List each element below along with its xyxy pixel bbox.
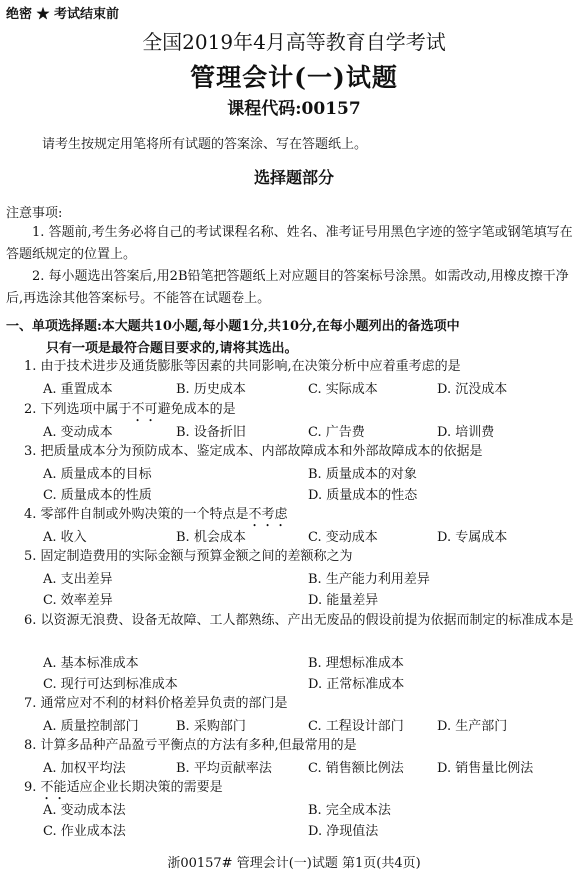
question-stem: 8. 计算多品种产品盈亏平衡点的方法有多种,但最常用的是	[24, 738, 357, 753]
part-heading: 一、单项选择题:本大题共10小题,每小题1分,共10分,在每小题列出的备选项中	[6, 319, 460, 334]
option: B. 设备折旧	[176, 425, 246, 440]
option: D. 销售量比例法	[437, 761, 534, 776]
option: B. 平均贡献率法	[176, 761, 272, 776]
option: B. 历史成本	[176, 382, 246, 397]
answer-instruction: 请考生按规定用笔将所有试题的答案涂、写在答题纸上。	[42, 137, 368, 152]
confidential-mark: 绝密 ★ 考试结束前	[6, 7, 120, 22]
option: B. 质量成本的对象	[308, 467, 417, 482]
option: C. 实际成本	[308, 382, 378, 397]
option: C. 作业成本法	[43, 824, 126, 839]
option: A. 支出差异	[43, 572, 113, 587]
option: A. 加权平均法	[43, 761, 126, 776]
option: A. 变动成本法	[43, 803, 126, 818]
option: B. 完全成本法	[308, 803, 391, 818]
note-item-1: 1. 答题前,考生务必将自己的考试课程名称、姓名、准考证号用黑色字迹的签字笔或钢笔填写在答题纸规定的位置上。	[6, 225, 573, 262]
option: C. 变动成本	[308, 530, 378, 545]
option: D. 专属成本	[437, 530, 508, 545]
question-stem: 7. 通常应对不利的材料价格差异负责的部门是	[24, 696, 288, 711]
part-heading-line2: 只有一项是最符合题目要求的,请将其选出。	[46, 341, 298, 356]
question-stem: 5. 固定制造费用的实际金额与预算金额之间的差额称之为	[24, 549, 353, 564]
option: D. 净现值法	[308, 824, 379, 839]
exam-title: 全国2019年4月高等教育自学考试	[142, 30, 446, 54]
question-stem: 2. 下列选项中属于不可避免成本的是	[24, 402, 236, 417]
option: A. 重置成本	[43, 382, 113, 397]
option: A. 质量成本的目标	[43, 467, 152, 482]
question-stem: 6. 以资源无浪费、设备无故障、工人都熟练、产出无废品的假设前提为依据而制定的标准成本是	[24, 613, 574, 628]
section-title: 选择题部分	[253, 168, 334, 187]
option: C. 现行可达到标准成本	[43, 677, 178, 692]
option: B. 生产能力利用差异	[308, 572, 430, 587]
option: A. 收入	[43, 530, 87, 545]
option: D. 沉没成本	[437, 382, 508, 397]
option: A. 质量控制部门	[43, 719, 139, 734]
question-stem: 9. 不能适应企业长期决策的需要是	[24, 780, 223, 795]
option: A. 基本标准成本	[43, 656, 139, 671]
notes-heading: 注意事项:	[6, 206, 63, 221]
option: A. 变动成本	[43, 425, 113, 440]
option: D. 质量成本的性态	[308, 488, 418, 503]
page-footer: 浙00157# 管理会计(一)试题 第1页(共4页)	[167, 856, 421, 871]
option: C. 质量成本的性质	[43, 488, 152, 503]
question-stem: 3. 把质量成本分为预防成本、鉴定成本、内部故障成本和外部故障成本的依据是	[24, 444, 483, 459]
option: C. 销售额比例法	[308, 761, 404, 776]
course-code: 课程代码:00157	[227, 99, 361, 119]
question-stem: 4. 零部件自制或外购决策的一个特点是不考虑	[24, 507, 288, 522]
option: B. 理想标准成本	[308, 656, 404, 671]
option: D. 正常标准成本	[308, 677, 405, 692]
option: C. 广告费	[308, 425, 365, 440]
paper-title: 管理会计(一)试题	[190, 63, 398, 92]
option: C. 效率差异	[43, 593, 113, 608]
question-stem: 1. 由于技术进步及通货膨胀等因素的共同影响,在决策分析中应着重考虑的是	[24, 359, 461, 374]
note-item-2: 2. 每小题选出答案后,用2B铅笔把答题纸上对应题目的答案标号涂黑。如需改动,用橡皮擦干净后,再选涂其他答案标号。不能答在试题卷上。	[6, 269, 569, 306]
option: D. 生产部门	[437, 719, 508, 734]
option: C. 工程设计部门	[308, 719, 404, 734]
option: B. 采购部门	[176, 719, 246, 734]
option: D. 能量差异	[308, 593, 379, 608]
option: D. 培训费	[437, 425, 495, 440]
option: B. 机会成本	[176, 530, 246, 545]
